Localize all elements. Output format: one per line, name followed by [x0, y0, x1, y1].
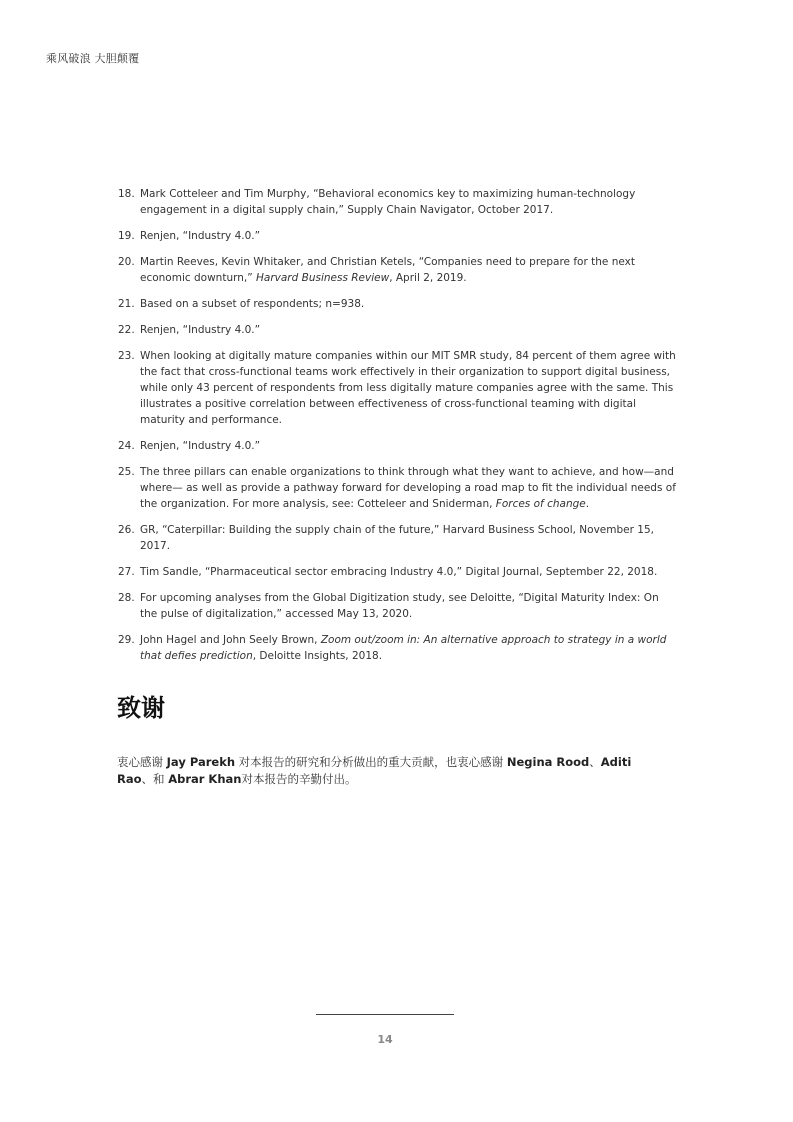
ack-text: 、和 [141, 772, 169, 786]
ack-text: 、 [589, 755, 601, 769]
endnote-text: Renjen, “Industry 4.0.” [140, 230, 261, 242]
endnote-number: 22. [118, 324, 135, 336]
endnote-number: 19. [118, 230, 135, 242]
page-number: 14 [377, 1033, 393, 1046]
endnote-number: 21. [118, 298, 135, 310]
endnote-text-tail: . [585, 498, 590, 510]
endnote-text: Based on a subset of respondents; n=938. [140, 298, 365, 310]
endnote-29 [118, 632, 678, 664]
endnote-number: 20. [118, 256, 135, 268]
endnote-text: Martin Reeves, Kevin Whitaker, and Christian Ketels, “Companies need to prepare for the next economic downturn,” [140, 256, 635, 284]
endnote-text: Renjen, “Industry 4.0.” [140, 324, 261, 336]
endnote-28 [118, 590, 678, 622]
endnote-italic-title: Zoom out/zoom in: An alternative approach to strategy in a world that defies prediction [140, 634, 667, 662]
ack-text: 衷心感谢 [117, 755, 167, 769]
endnote-number: 26. [118, 524, 135, 536]
endnote-text: For upcoming analyses from the Global Digitization study, see Deloitte, “Digital Maturity Index: On the pulse of digitalization,” accessed May 13, 2020. [140, 592, 659, 620]
contributor-name: Abrar Khan [168, 772, 242, 786]
contributor-name: Negina Rood [506, 755, 590, 769]
endnote-19 [118, 228, 678, 244]
endnote-20 [118, 254, 678, 286]
endnote-22 [118, 322, 678, 338]
endnote-text: When looking at digitally mature companies within our MIT SMR study, 84 percent of them agree with the fact that cross-functional teams work effectively in their organization to support digital business, while only 43 percent of respondents from less digitally mature companies agree with the same. This illustrates a positive correlation between effectiveness of cross-functional teaming with digital maturity and performance. [140, 350, 676, 426]
endnotes-list [118, 186, 678, 674]
endnote-number: 25. [118, 466, 135, 478]
endnote-text-tail: , April 2, 2019. [389, 272, 467, 284]
footer-divider [316, 1014, 454, 1015]
endnote-27 [118, 564, 678, 580]
endnote-25 [118, 464, 678, 512]
endnote-text: Renjen, “Industry 4.0.” [140, 440, 261, 452]
endnote-number: 27. [118, 566, 135, 578]
endnote-26 [118, 522, 678, 554]
endnote-text: GR, “Caterpillar: Building the supply chain of the future,” Harvard Business School, November 15, 2017. [140, 524, 654, 552]
ack-text: 对本报告的辛勤付出。 [241, 772, 357, 786]
acknowledgements-heading: 致谢 [117, 694, 165, 722]
endnote-text: Tim Sandle, “Pharmaceutical sector embracing Industry 4.0,” Digital Journal, September 22, 2018. [140, 566, 658, 578]
endnote-23 [118, 348, 678, 428]
endnote-italic-title: Harvard Business Review [256, 272, 390, 284]
endnote-18 [118, 186, 678, 218]
endnote-number: 24. [118, 440, 135, 452]
contributor-name: Jay Parekh [166, 755, 236, 769]
contributor-name: Aditi Rao [117, 755, 632, 786]
endnote-text: The three pillars can enable organizations to think through what they want to achieve, and how—and where— as well as provide a pathway forward for developing a road map to fit the individual needs of the organization. For more analysis, see: Cotteleer and Sniderman, [140, 466, 676, 510]
endnote-21 [118, 296, 678, 312]
endnote-text: John Hagel and John Seely Brown, [140, 634, 321, 646]
endnote-number: 23. [118, 350, 135, 362]
endnote-number: 29. [118, 634, 135, 646]
endnote-number: 28. [118, 592, 135, 604]
endnote-italic-title: Forces of change [495, 498, 586, 510]
ack-text: 对本报告的研究和分析做出的重大贡献，也衷心感谢 [235, 755, 507, 769]
endnote-24 [118, 438, 678, 454]
endnote-number: 18. [118, 188, 135, 200]
acknowledgements-paragraph [117, 754, 662, 788]
endnote-text-tail: , Deloitte Insights, 2018. [252, 650, 383, 662]
running-header: 乘风破浪 大胆颠覆 [46, 52, 140, 65]
endnote-text: Mark Cotteleer and Tim Murphy, “Behavioral economics key to maximizing human-technology engagement in a digital supply chain,” Supply Chain Navigator, October 2017. [140, 188, 636, 216]
